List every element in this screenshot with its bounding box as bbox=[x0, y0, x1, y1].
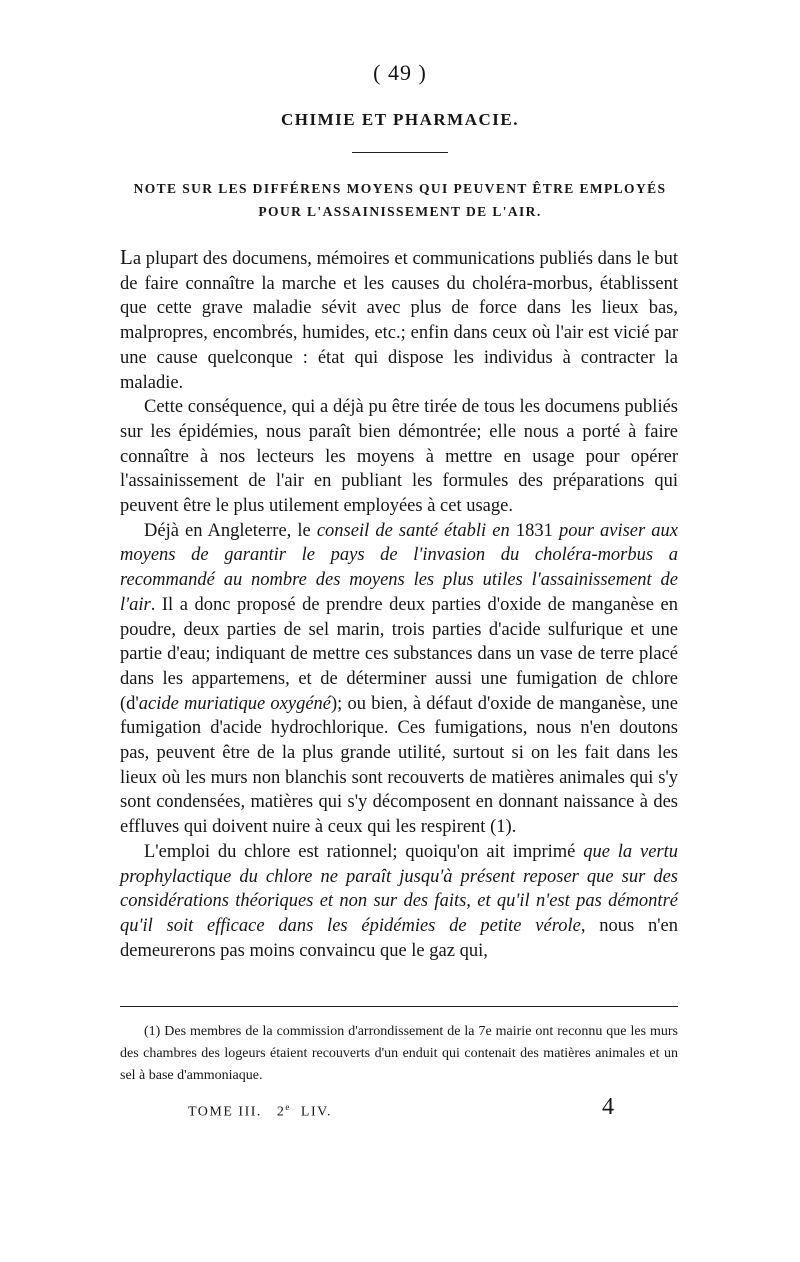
paragraph-3-text-c: . Il a donc proposé de prendre deux parties d'oxide de manganèse en poudre, deux parties de sel marin, trois parties d'acide sulfurique et une partie d'eau; indiquant de mettre ces substances dans un vase de terre placé dans les appartemens, et de déterminer aussi une fumigation de chlore (d' bbox=[120, 594, 678, 714]
title-rule bbox=[352, 152, 448, 153]
paragraph-1 bbox=[120, 245, 678, 395]
paragraph-2: Cette conséquence, qui a déjà pu être tirée de tous les documens publiés sur les épidémies, nous paraît bien démontrée; elle nous a porté à faire connaître à nos lecteurs les moyens à mettre en usage pour opérer l'assainissement de l'air en publiant les formules des préparations qui peuvent être le plus utilement employées à cet usage. bbox=[120, 397, 678, 517]
body-text bbox=[120, 245, 678, 963]
paragraph-4-text-a: L'emploi du chlore est rationnel; quoiqu'on ait imprimé bbox=[144, 841, 584, 862]
footnote bbox=[120, 1021, 678, 1087]
paragraph-1-text: a plupart des documens, mémoires et communications publiés dans le but de faire connaître la marche et les causes du choléra-morbus, établissent que cette grave maladie sévit avec plus de force dans les lieux bas, malpropres, encombrés, humides, etc.; enfin dans ceux où l'air est vicié par une cause quelconque : état qui dispose les individus à contracter la maladie. bbox=[120, 249, 678, 393]
paragraph-4 bbox=[120, 840, 678, 964]
signature-livraison-abbr: LIV. bbox=[300, 1104, 332, 1120]
paragraph-4-text-b: , nous n'en demeurerons pas moins convaincu que le gaz qui, bbox=[120, 915, 678, 961]
paragraph-4-italic-1: que la vertu prophylactique du chlore ne paraît jusqu'à présent reposer que sur des considérations théoriques et non sur des faits, et qu'il n'est pas démontré qu'il soit efficace dans les épidémies de petite vérole bbox=[120, 841, 678, 936]
paragraph-3-text-b: 1831 bbox=[509, 520, 559, 541]
paragraph-3-text-a: Déjà en Angleterre, le bbox=[144, 520, 317, 541]
paragraph-initial: L bbox=[120, 245, 133, 269]
paragraph-3-italic-2: pour aviser aux moyens de garantir le pays de l'invasion du choléra-morbus a recommandé au nombre des moyens les plus utiles l'assainissement de l'air bbox=[120, 520, 679, 615]
section-title: CHIMIE ET PHARMACIE. bbox=[281, 110, 519, 129]
note-title: NOTE SUR LES DIFFÉRENS MOYENS QUI PEUVENT ÊTRE EMPLOYÉS POUR L'ASSAINISSEMENT DE L'AIR. bbox=[133, 181, 667, 219]
signature-tome: TOME III. bbox=[188, 1104, 262, 1120]
paragraph-3 bbox=[120, 519, 678, 840]
page-number: ( 49 ) bbox=[373, 60, 427, 85]
paragraph-3-italic-3: acide muriatique oxygéné bbox=[138, 693, 331, 714]
paragraph-3-italic-1: conseil de santé établi en bbox=[316, 520, 510, 541]
footnote-rule bbox=[120, 1006, 678, 1007]
signature-livraison-sup: e bbox=[285, 1102, 291, 1112]
signature-sheet-number: 4 bbox=[602, 1094, 614, 1120]
signature-line bbox=[188, 1102, 332, 1121]
footnote-text: (1) Des membres de la commission d'arrondissement de la 7e mairie ont reconnu que les murs des chambres des logeurs étaient recouverts d'un enduit qui contenait des matières animales et un sel à base d'ammoniaque. bbox=[120, 1024, 678, 1083]
signature-livraison-number: 2 bbox=[276, 1104, 286, 1120]
paragraph-3-text-d: ); ou bien, à défaut d'oxide de manganèse, une fumigation d'acide hydrochlorique. Ces fumigations, nous n'en doutons pas, peuvent être de la plus grande utilité, surtout si on les fait dans les lieux où les murs non blanchis sont recouverts de matières animales qui s'y sont condensées, matières qui s'y décomposent en donnant naissance à des effluves qui doivent nuire à ceux qui les respirent (1). bbox=[120, 693, 678, 838]
